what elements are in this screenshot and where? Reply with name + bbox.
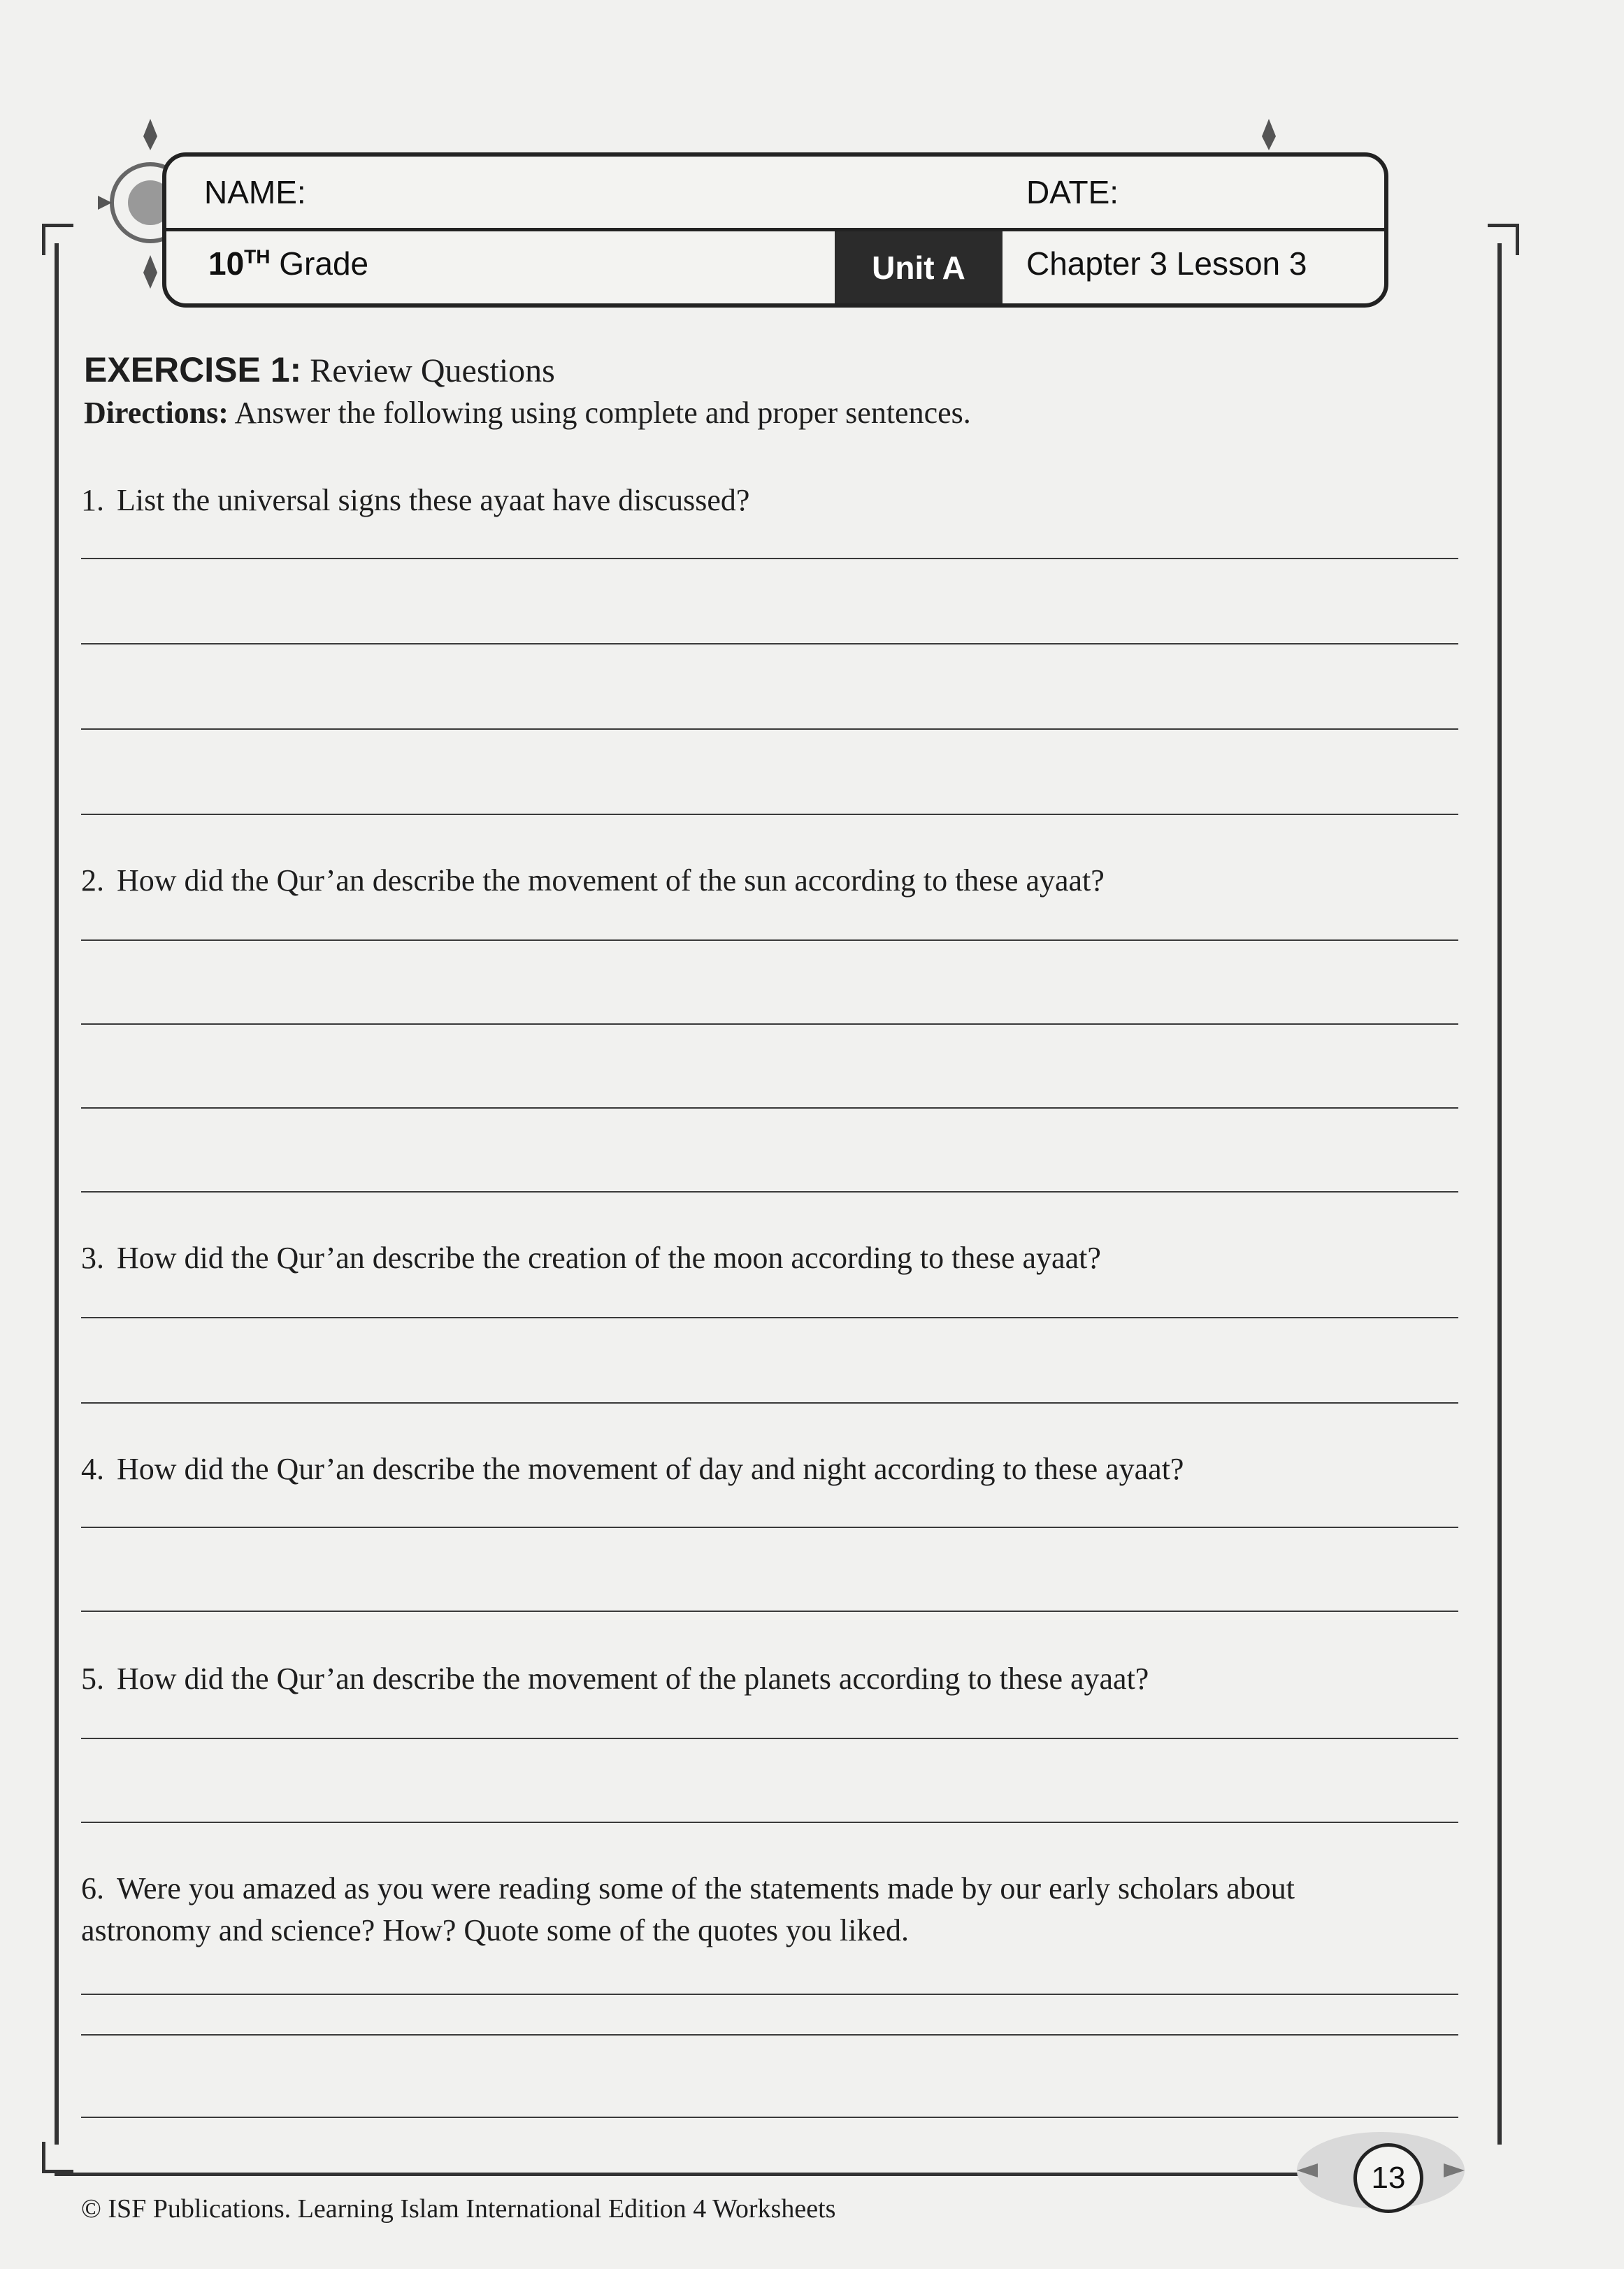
question-1: 1. List the universal signs these ayaat have discussed? [81, 483, 750, 517]
page-number: 13 [1353, 2143, 1423, 2213]
answer-line[interactable] [81, 643, 1458, 644]
frame-corner [1488, 224, 1519, 255]
exercise-title: EXERCISE 1: Review Questions [84, 350, 555, 389]
answer-line[interactable] [81, 939, 1458, 941]
answer-line[interactable] [81, 728, 1458, 730]
question-2: 2. How did the Qur’an describe the movement of the sun according to these ayaat? [81, 863, 1105, 898]
question-4: 4. How did the Qur’an describe the movement of day and night according to these ayaat? [81, 1452, 1184, 1486]
question-5: 5. How did the Qur’an describe the movement of the planets according to these ayaat? [81, 1662, 1149, 1696]
answer-line[interactable] [81, 1107, 1458, 1109]
page-frame-left [55, 243, 59, 2145]
grade-label: 10TH Grade [208, 245, 369, 282]
name-label: NAME: [204, 174, 306, 210]
answer-line[interactable] [81, 1191, 1458, 1193]
footer-copyright: © ISF Publications. Learning Islam International Edition 4 Worksheets [81, 2194, 836, 2224]
frame-corner [42, 224, 73, 255]
answer-line[interactable] [81, 2117, 1458, 2118]
page-frame-bottom [55, 2173, 1362, 2176]
directions: Directions: Answer the following using complete and proper sentences. [84, 396, 971, 430]
frame-corner [42, 2142, 73, 2173]
answer-line[interactable] [81, 1611, 1458, 1612]
page-frame-right [1497, 243, 1502, 2145]
answer-line[interactable] [81, 1822, 1458, 1823]
answer-line[interactable] [81, 814, 1458, 815]
answer-line[interactable] [81, 1402, 1458, 1404]
header-divider [166, 228, 1384, 231]
question-6: 6. Were you amazed as you were reading some of the statements made by our early scholars about astronomy and science? How? Quote some of the quotes you liked. [81, 1871, 1295, 1947]
answer-line[interactable] [81, 2034, 1458, 2036]
worksheet-header [162, 152, 1388, 308]
answer-line[interactable] [81, 1023, 1458, 1025]
answer-line[interactable] [81, 1738, 1458, 1739]
chapter-lesson-label: Chapter 3 Lesson 3 [1026, 245, 1307, 282]
unit-badge: Unit A [835, 231, 1003, 303]
answer-line[interactable] [81, 1317, 1458, 1318]
answer-line[interactable] [81, 558, 1458, 559]
date-label: DATE: [1026, 174, 1119, 210]
answer-line[interactable] [81, 1994, 1458, 1995]
answer-line[interactable] [81, 1527, 1458, 1528]
question-3: 3. How did the Qur’an describe the creation of the moon according to these ayaat? [81, 1241, 1101, 1275]
